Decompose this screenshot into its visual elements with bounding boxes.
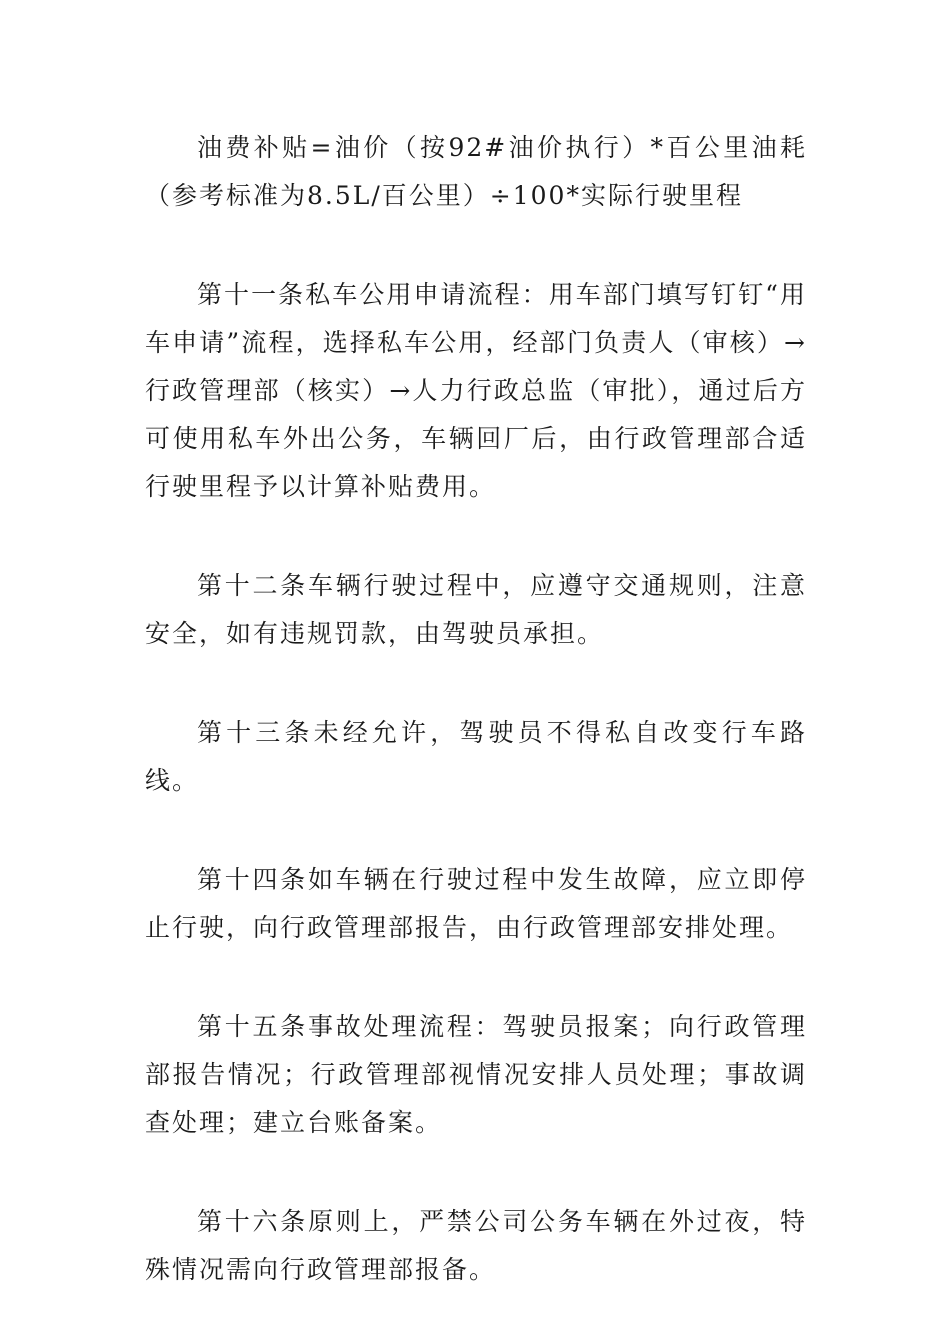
fuel-subsidy-formula: 油费补贴=油价（按92#油价执行）*百公里油耗（参考标准为8.5L/百公里）÷100*实际行驶里程 (145, 133, 807, 210)
article-13-route-change: 第十三条未经允许，驾驶员不得私自改变行车路线。 (145, 718, 807, 795)
document-page (145, 124, 807, 1294)
article-15-accident-process: 第十五条事故处理流程：驾驶员报案；向行政管理部报告情况；行政管理部视情况安排人员处理；事故调查处理；建立台账备案。 (145, 1012, 807, 1137)
article-14-vehicle-fault: 第十四条如车辆在行驶过程中发生故障，应立即停止行驶，向行政管理部报告，由行政管理部安排处理。 (145, 865, 807, 942)
article-16-overnight-rule: 第十六条原则上，严禁公司公务车辆在外过夜，特殊情况需向行政管理部报备。 (145, 1207, 807, 1284)
article-11-private-car-application: 第十一条私车公用申请流程：用车部门填写钉钉“用车申请”流程，选择私车公用，经部门负责人（审核）→行政管理部（核实）→人力行政总监（审批），通过后方可使用私车外出公务，车辆回厂后，由行政管理部合适行驶里程予以计算补贴费用。 (145, 280, 807, 501)
article-12-traffic-rules: 第十二条车辆行驶过程中，应遵守交通规则，注意安全，如有违规罚款，由驾驶员承担。 (145, 571, 807, 648)
